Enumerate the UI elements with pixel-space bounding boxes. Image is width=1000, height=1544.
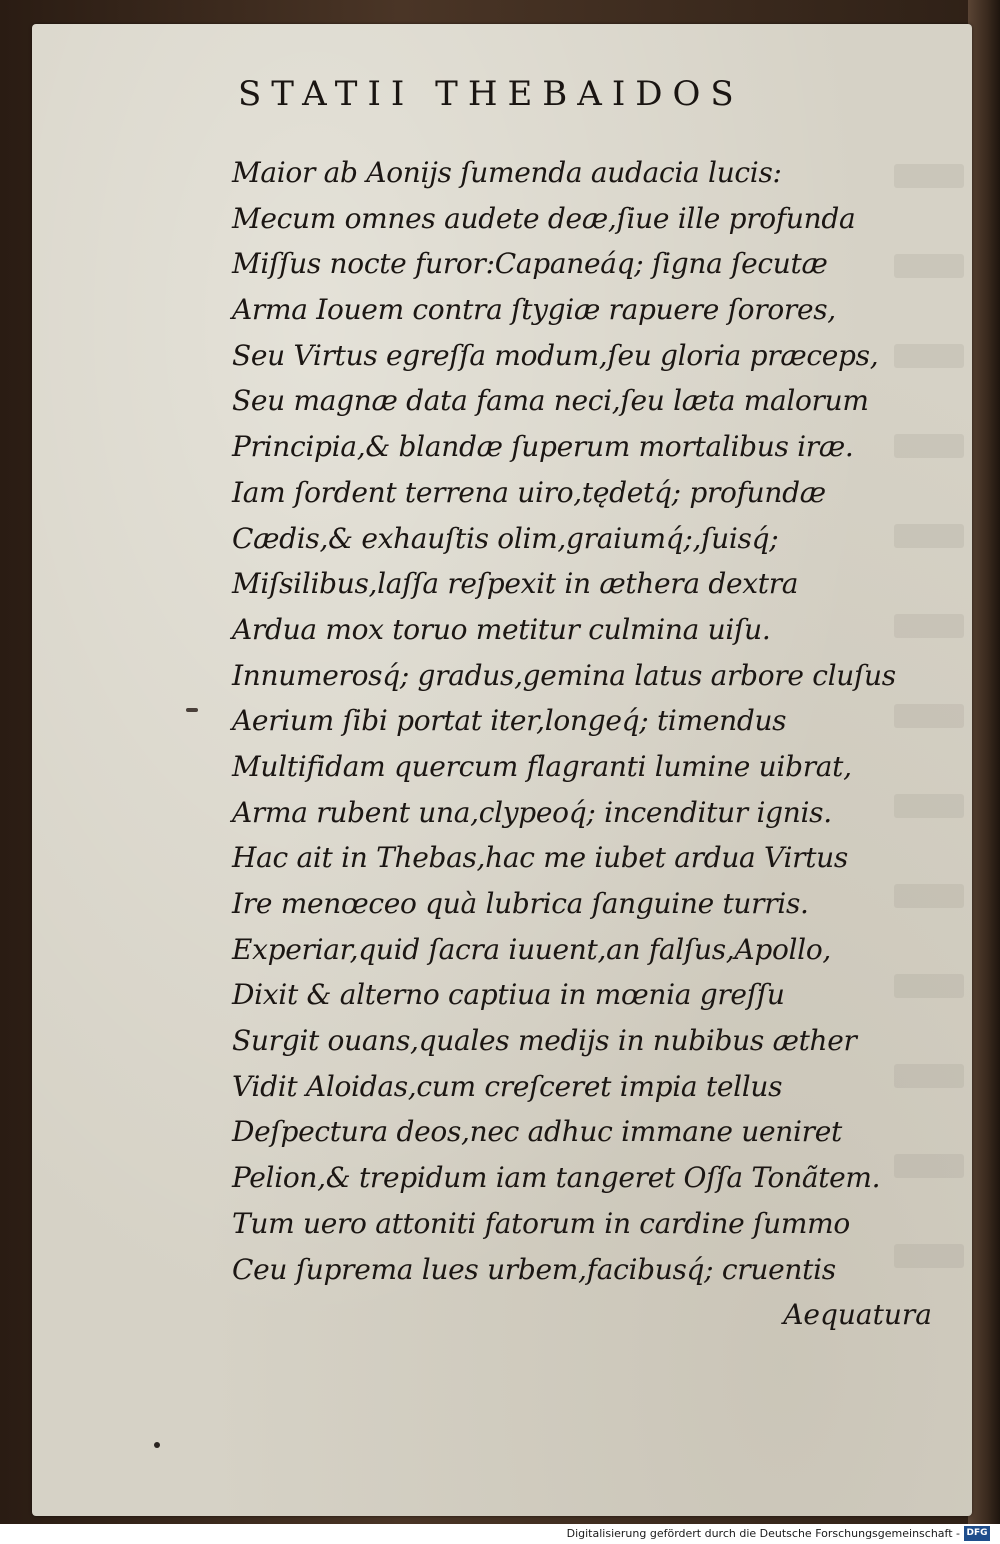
verse-line: Aerium ſibi portat iter,longeq́; timendus bbox=[232, 704, 787, 738]
verse-line: Mecum omnes audete deæ,ſiue ille profunda bbox=[232, 201, 856, 235]
verse-line: Innumerosq́; gradus,gemina latus arbore cluſus bbox=[232, 658, 896, 692]
verse-line: Maior ab Aonijs ſumenda audacia lucis: bbox=[232, 156, 782, 189]
verse-line: Seu magnæ data fama neci,ſeu læta malorum bbox=[232, 384, 869, 418]
verse-line: Multifidam quercum flagranti lumine uibrat, bbox=[232, 749, 852, 783]
verse-line: Ceu ſuprema lues urbem,facibusq́; cruentis bbox=[232, 1252, 836, 1286]
verse-line: Experiar,quid ſacra iuuent,an falſus,Apollo, bbox=[232, 932, 831, 966]
verse-line: Miſsilibus,laſſa reſpexit in æthera dextra bbox=[232, 567, 799, 601]
verse-line: Pelion,& trepidum iam tangeret Oſſa Tonãtem. bbox=[232, 1161, 881, 1195]
verse-line: Deſpectura deos,nec adhuc immane ueniret bbox=[232, 1115, 842, 1149]
verse-line: Vidit Aloidas,cum creſceret impia tellus bbox=[232, 1069, 783, 1103]
verse-line: Principia,& blandæ ſuperum mortalibus iræ. bbox=[232, 430, 854, 464]
book-edge bbox=[968, 0, 1000, 1524]
verse-line: Arma Iouem contra ſtygiæ rapuere ſorores, bbox=[232, 293, 836, 327]
verse-line: Hac ait in Thebas,hac me iubet ardua Virtus bbox=[232, 841, 848, 875]
verse-line: Surgit ouans,quales medijs in nubibus æther bbox=[232, 1024, 857, 1058]
verse-list bbox=[232, 150, 922, 1292]
verse-line: Tum uero attoniti fatorum in cardine ſummo bbox=[232, 1206, 850, 1240]
verse-line: Ire menœceo quà lubrica ſanguine turris. bbox=[232, 887, 809, 920]
catchword: Aequatura bbox=[783, 1298, 932, 1331]
digitization-credit: Digitalisierung gefördert durch die Deutsche Forschungsgemeinschaft - bbox=[566, 1527, 960, 1540]
ink-mark bbox=[186, 708, 198, 712]
verse-line: Cædis,& exhauſtis olim,graiumq́;,ſuisq́; bbox=[232, 521, 779, 555]
ink-dot bbox=[154, 1442, 160, 1448]
verse-line: Miſſus nocte furor:Capaneáq; ſigna ſecutæ bbox=[232, 247, 828, 281]
verse-line: Dixit & alterno captiua in mœnia greſſu bbox=[232, 978, 785, 1012]
verse-line: Iam ſordent terrena uiro,tędetq́; profundæ bbox=[232, 475, 826, 509]
verse-line: Ardua mox toruo metitur culmina uiſu. bbox=[232, 612, 771, 646]
dfg-logo-icon: DFG bbox=[964, 1526, 990, 1541]
verse-line: Seu Virtus egreſſa modum,ſeu gloria præceps, bbox=[232, 338, 879, 372]
running-head: STATII THEBAIDOS bbox=[238, 74, 744, 114]
verse-line: Arma rubent una,clypeoq́; incenditur ignis. bbox=[232, 795, 832, 829]
